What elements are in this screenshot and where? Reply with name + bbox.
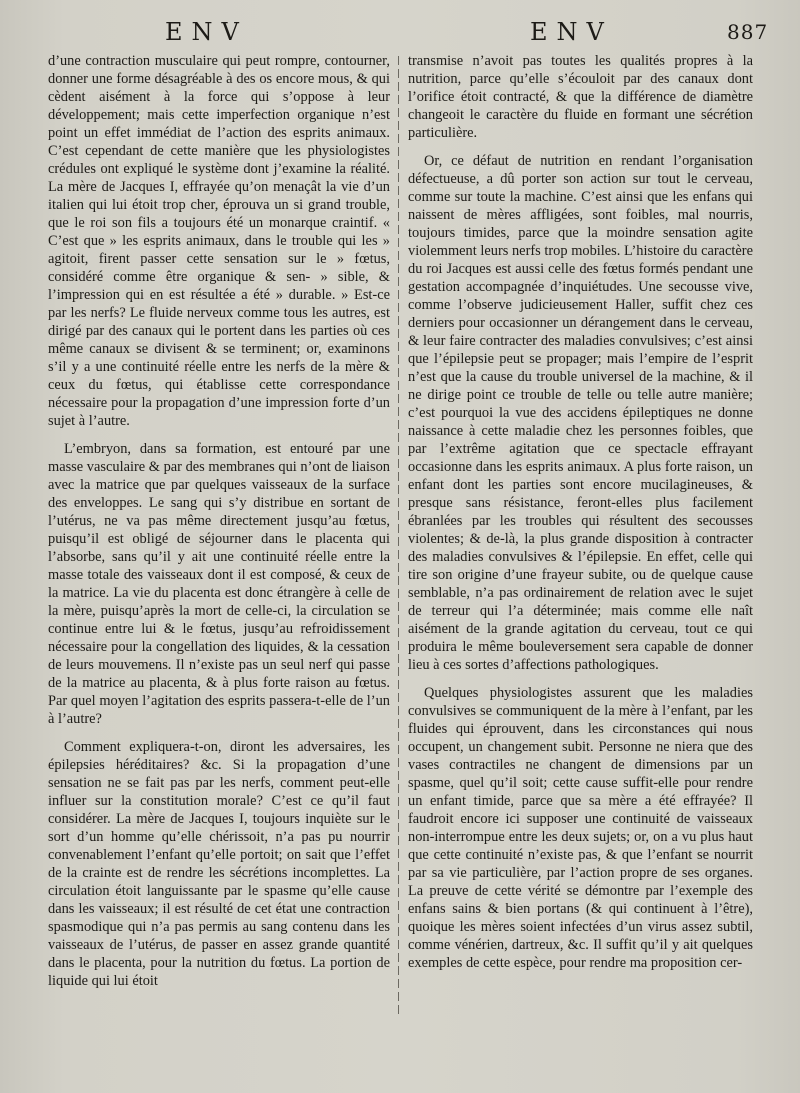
page-number: 887 (727, 20, 769, 44)
running-head-right: ENV (530, 18, 613, 46)
running-header (0, 14, 800, 48)
paragraph: Quelques physiologistes assurent que les maladies convulsives se communiquent de la mère à l’enfant, par les fluides qui éprouvent, dans les circonstances qui nous occupent, un changement subit. Personne ne niera que des vases contractiles ne changent de dimensions par un spasme, quel qu’il soit; cette cause suffit-elle pour rendre un enfant timide, parce que sa mère a été effrayée? Il faudroit encore ici supposer une continuité de vaisseaux non-interrompue entre les deux sujets; or, on a vu plus haut que cette continuité n’existe pas, & que l’enfant se nourrit par sa vie particulière, par l’action propre de ses organes. La preuve de cette vérité se démontre par l’exemple des enfans sains & bien portans (& qui continuent à l’être), quoique les mères soient infectées d’un virus assez subtil, comme vénérien, dartreux, &c. Il suffit qu’il y ait quelques exemples de cette espèce, pour rendre ma proposition cer- (408, 685, 753, 971)
paragraph: d’une contraction musculaire qui peut rompre, contourner, donner une forme désagréable à des os encore mous, & qui cèdent aisément à la force qui s’oppose à leur développement; mais cette imperfection organique n’est point un effet immédiat de l’action des esprits animaux. C’est cependant de cette manière que les physiologistes crédules ont expliqué le système dont j’examine la réalité. La mère de Jacques I, effrayée qu’on menaçât la vie d’un italien qui lui étoit trop cher, éprouva un si grand trouble, que le roi son fils a toujours été un monarque craintif. « C’est que » les esprits animaux, dans le trouble qui les » agitoit, firent passer cette sensation sur le » fœtus, considéré comme être organique & sen- » sible, & l’impression qui en est résultée a été » durable. » Est-ce par les nerfs? Le fluide nerveux comme tous les autres, est dirigé par des canaux qui le portent dans les parties où ces même canaux se divisent & se terminent; or, examinons s’il y a une continuité réelle entre les nerfs de la mère & ceux du fœtus, qui établisse cette correspondance nécessaire pour la propagation d’une impression forte d’un sujet à l’autre. (48, 53, 390, 429)
paragraph: transmise n’avoit pas toutes les qualités propres à la nutrition, parce qu’elle s’écouloit par des canaux dont l’orifice étoit contracté, & que la différence de diamètre changeoit le caractère du fluide en formant une sécrétion particulière. (408, 53, 753, 141)
paragraph: Comment expliquera-t-on, diront les adversaires, les épilepsies héréditaires? &c. Si la propagation d’une sensation ne se fait pas par les nerfs, comment peut-elle influer sur la constitution morale? C’est ce qu’il faut considérer. La mère de Jacques I, toujours inquiète sur le sort d’un homme qu’elle chérissoit, n’a pas pu nourrir convenablement l’enfant qu’elle portoit; on sait que l’effet de la crainte est de rendre les sécrétions incomplettes. La circulation étoit languissante par le spasme qu’elle cause dans les vaisseaux; il est résulté de cet état une contraction spasmodique qui n’a pas permis au sang contenu dans les vaisseaux de l’utérus, de passer en assez grande quantité dans le placenta, pour la nutrition du fœtus. La portion de liquide qui lui étoit (48, 739, 390, 989)
right-column (408, 52, 753, 982)
column-divider (398, 56, 399, 1016)
running-head-left: ENV (165, 18, 248, 46)
paragraph: L’embryon, dans sa formation, est entouré par une masse vasculaire & par des membranes qui n’ont de liaison avec la matrice que par quelques vaisseaux de la surface des enveloppes. Le sang qui s’y distribue en sortant de l’utérus, ne va pas même directement jusqu’au fœtus, puisqu’il est obligé de séjourner dans le placenta qui l’absorbe, sans qu’il y ait une continuité réelle entre la masse totale des vaisseaux dont il est composé, & ceux de la matrice. La vie du placenta est donc étrangère à celle de la mère, puisqu’après la mort de celle-ci, la circulation se continue entre lui & le fœtus, jusqu’au refroidissement nécessaire pour la congellation des liquides, & la cessation de leurs mouvemens. Il n’existe pas un seul nerf qui passe de la matrice au placenta, & à plus forte raison au fœtus. Par quel moyen l’agitation des esprits passera-t-elle de l’un à l’autre? (48, 441, 390, 727)
left-column (48, 52, 390, 1000)
paragraph: Or, ce défaut de nutrition en rendant l’organisation défectueuse, a dû porter son action sur tout le cerveau, comme sur toute la machine. C’est ainsi que les enfans qui naissent de mères affligées, sont foibles, mal nourris, toujours timides, parce que la moindre sensation agite violemment leurs nerfs trop mobiles. L’histoire du caractère du roi Jacques est aussi celle des fœtus formés pendant une gestation accompagnée d’inquiétudes. Une secousse vive, comme l’observe judicieusement Haller, suffit chez ces derniers pour occasionner un dérangement dans le cerveau, & leur faire contracter des maladies convulsives; c’est ainsi que l’épilepsie peut se propager; mais l’empire de l’esprit n’est que la cause du trouble universel de la machine, & il ne dirige point ce trouble de telle ou telle autre manière; c’est pourquoi la vue des accidens épileptiques ne donne naissance à cette maladie chez les personnes foibles, que par l’extrême agitation que ce spectacle effrayant occasionne dans les esprits animaux. A plus forte raison, un enfant dont les parties sont encore mucilagineuses, & presque sans résistance, feront-elles plus facilement ébranlées par les troubles qui résultent des secousses violentes; & de-là, la plus grande disposition à contracter des maladies convulsives & l’épilepsie. En effet, celle qui tire son origine d’une frayeur subite, ou de quelque cause semblable, n’a pas ordinairement de relation avec le sujet de terreur qui l’a déterminée; mais comme elle naît aisément de la grande agitation du cerveau, tout ce qui produira le même bouleversement sera capable de donner lieu à ces sortes d’affections pathologiques. (408, 153, 753, 673)
